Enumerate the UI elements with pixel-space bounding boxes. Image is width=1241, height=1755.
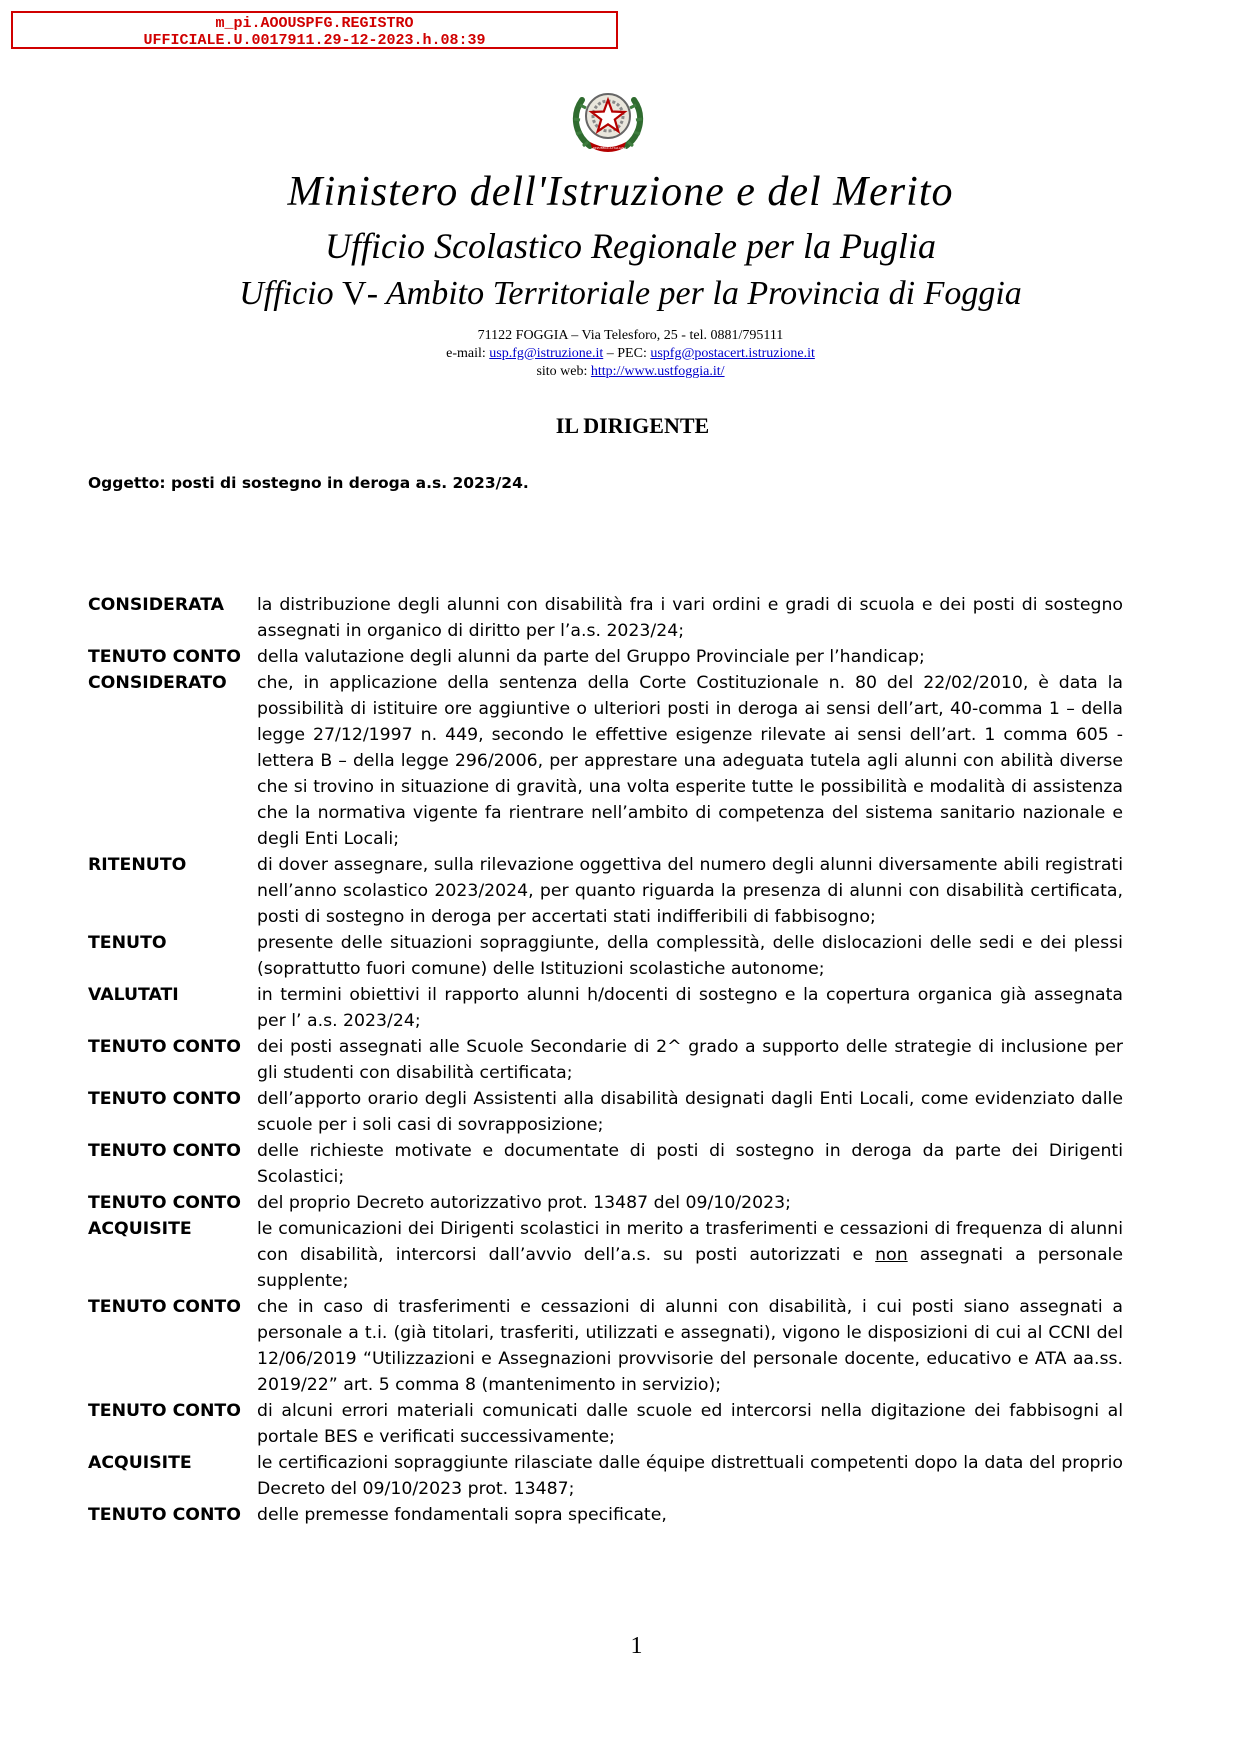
premise-item: [88, 644, 1123, 670]
premise-item: [88, 592, 1123, 644]
premise-text: che in caso di trasferimenti e cessazioni di alunni con disabilità, i cui posti siano assegnati a personale a t.i. (già titolari, trasferiti, utilizzati e assegnati), vigono le disposizioni di cui al CCNI del 12/06/2019 “Utilizzazioni e Assegnazioni provvisorie del personale docente, educativo e ATA aa.ss. 2019/22” art. 5 comma 8 (mantenimento in servizio);: [257, 1297, 1123, 1395]
premise-item: [88, 1190, 1123, 1216]
republic-emblem-icon: [568, 78, 648, 156]
premise-text: le certificazioni sopraggiunte rilasciate dalle équipe distrettuali competenti dopo la data del proprio Decreto del 09/10/2023 prot. 13487;: [257, 1453, 1123, 1499]
premise-label: TENUTO CONTO: [88, 1089, 241, 1109]
premise-label: TENUTO CONTO: [88, 1505, 241, 1525]
regional-office-title: Ufficio Scolastico Regionale per la Puglia: [325, 226, 936, 266]
premise-item: [88, 1398, 1123, 1450]
pec-link[interactable]: uspfg@postacert.istruzione.it: [650, 346, 815, 361]
premise-label: TENUTO CONTO: [88, 647, 241, 667]
office-rest: - Ambito Territoriale per la Provincia di Foggia: [366, 275, 1022, 312]
premise-label: TENUTO CONTO: [88, 1297, 241, 1317]
protocol-stamp-line1: m_pi.AOOUSPFG.REGISTRO: [215, 15, 414, 32]
premise-text: presente delle situazioni sopraggiunte, della complessità, delle dislocazioni delle sedi e dei plessi (soprattutto fuori comune) delle Istituzioni scolastiche autonome;: [257, 933, 1123, 979]
email-label: e-mail:: [446, 346, 486, 361]
premises-list: [88, 592, 1123, 1528]
premise-label: CONSIDERATA: [88, 595, 225, 615]
email-link[interactable]: usp.fg@istruzione.it: [489, 346, 604, 361]
premise-underlined-word: non: [875, 1245, 908, 1265]
premise-text: delle premesse fondamentali sopra specificate,: [257, 1505, 667, 1525]
premise-text: dei posti assegnati alle Scuole Secondarie di 2^ grado a supporto delle strategie di inclusione per gli studenti con disabilità certificata;: [257, 1037, 1123, 1083]
office-roman-numeral: V: [342, 275, 367, 312]
premise-label: ACQUISITE: [88, 1219, 192, 1239]
premise-item: [88, 1502, 1123, 1528]
premise-item: [88, 852, 1123, 930]
premise-text-after: assegnati a personale supplente;: [257, 1245, 1123, 1291]
protocol-stamp-line2: UFFICIALE.U.0017911.29-12-2023.h.08:39: [143, 32, 486, 49]
premise-item: [88, 1034, 1123, 1086]
premise-item: [88, 670, 1123, 852]
website-label: sito web:: [536, 364, 588, 379]
pec-label: – PEC:: [606, 346, 647, 361]
premise-label: ACQUISITE: [88, 1453, 192, 1473]
protocol-stamp: [11, 11, 618, 49]
premise-label: TENUTO CONTO: [88, 1401, 241, 1421]
premise-item: [88, 1086, 1123, 1138]
premise-text: dell’apporto orario degli Assistenti alla disabilità designati dagli Enti Locali, come evidenziato dalle scuole per i soli casi di sovrapposizione;: [257, 1089, 1123, 1135]
address-line: 71122 FOGGIA – Via Telesforo, 25 - tel. 0881/795111: [477, 328, 784, 343]
premise-label: TENUTO: [88, 933, 167, 953]
premise-text: del proprio Decreto autorizzativo prot. 13487 del 09/10/2023;: [257, 1193, 791, 1213]
email-line: [0, 344, 1241, 363]
website-link[interactable]: http://www.ustfoggia.it/: [590, 364, 725, 379]
premise-item: [88, 1450, 1123, 1502]
premise-text: [257, 1216, 1123, 1294]
premise-text: che, in applicazione della sentenza della Corte Costituzionale n. 80 del 22/02/2010, è data la possibilità di istituire ore aggiuntive o ulteriori posti in deroga ai sensi dell’art, 40-comma 1 – della legge 27/12/1997 n. 449, secondo le effettive esigenze rilevate ai sensi dell’art. 1 comma 605 - lettera B – della legge 296/2006, per apprestare una adeguata tutela agli alunni con abilità diverse che si trovino in situazione di gravità, una volta esperite tutte le possibilità e modalità di assistenza che la normativa vigente fa rientrare nell’ambito di competenza del sistema sanitario nazionale e degli Enti Locali;: [257, 673, 1123, 849]
premise-item: [88, 982, 1123, 1034]
premise-label: VALUTATI: [88, 985, 179, 1005]
premise-text: la distribuzione degli alunni con disabilità fra i vari ordini e gradi di scuola e dei posti di sostegno assegnati in organico di diritto per l’a.s. 2023/24;: [257, 595, 1123, 641]
premise-text: in termini obiettivi il rapporto alunni h/docenti di sostegno e la copertura organica già assegnata per l’ a.s. 2023/24;: [257, 985, 1123, 1031]
premise-text: della valutazione degli alunni da parte del Gruppo Provinciale per l’handicap;: [257, 647, 925, 667]
premise-label: TENUTO CONTO: [88, 1037, 241, 1057]
page-number: 1: [630, 1633, 643, 1659]
premise-text-before: le comunicazioni dei Dirigenti scolastici in merito a trasferimenti e cessazioni di frequenza di alunni con disabilità, intercorsi dall’avvio dell’a.s. su posti autorizzati e: [257, 1219, 1123, 1265]
territorial-office-title: [0, 275, 1241, 313]
premise-label: CONSIDERATO: [88, 673, 227, 693]
premise-label: TENUTO CONTO: [88, 1141, 241, 1161]
document-title: IL DIRIGENTE: [555, 413, 710, 438]
document-subject: Oggetto: posti di sostegno in deroga a.s. 2023/24.: [88, 474, 529, 492]
premise-text: di dover assegnare, sulla rilevazione oggettiva del numero degli alunni diversamente abili registrati nell’anno scolastico 2023/2024, per quanto riguarda la presenza di alunni con disabilità certificata, posti di sostegno in deroga per accertati stati indifferibili di fabbisogno;: [257, 855, 1123, 927]
premise-label: TENUTO CONTO: [88, 1193, 241, 1213]
ministry-title: Ministero dell'Istruzione e del Merito: [287, 169, 954, 215]
premise-item: [88, 1294, 1123, 1398]
website-line: [0, 362, 1241, 381]
office-prefix: Ufficio: [239, 275, 334, 312]
premise-item: [88, 930, 1123, 982]
premise-label: RITENUTO: [88, 855, 187, 875]
emblem-text: REPUBBLICA ITALIANA: [593, 146, 627, 150]
premise-item: [88, 1216, 1123, 1294]
premise-text: delle richieste motivate e documentate di posti di sostegno in deroga da parte dei Dirigenti Scolastici;: [257, 1141, 1123, 1187]
premise-text: di alcuni errori materiali comunicati dalle scuole ed intercorsi nella digitazione dei fabbisogni al portale BES e verificati successivamente;: [257, 1401, 1123, 1447]
premise-item: [88, 1138, 1123, 1190]
